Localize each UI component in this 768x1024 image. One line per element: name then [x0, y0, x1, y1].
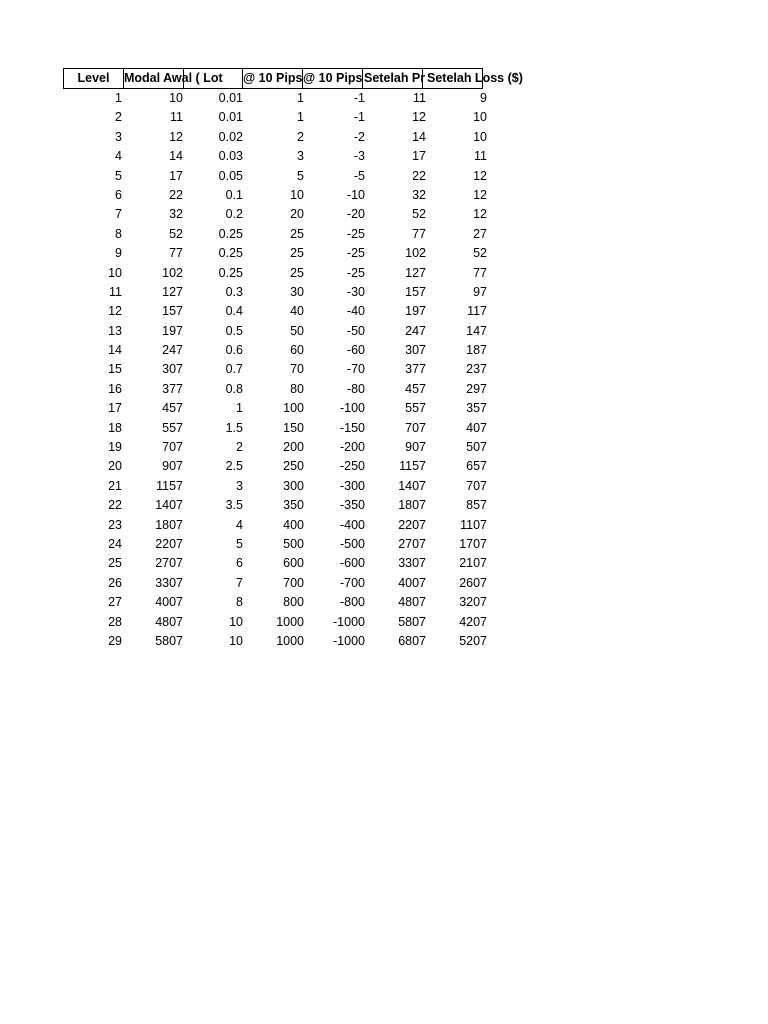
- cell-lot: 0.2: [225, 207, 243, 222]
- cell-profit-10-pips: 700: [283, 575, 304, 590]
- table-row: [63, 322, 489, 341]
- table-row: [63, 205, 489, 224]
- cell-loss-10-pips: -10: [346, 187, 365, 202]
- cell-loss-10-pips: -25: [346, 226, 365, 241]
- cell-setelah-profit: 4007: [398, 575, 426, 590]
- cell-lot: 0.7: [225, 362, 243, 377]
- cell-loss-10-pips: -20: [346, 207, 365, 222]
- cell-setelah-profit: 2707: [398, 536, 426, 551]
- table-row: [63, 147, 489, 166]
- cell-loss-10-pips: -50: [346, 323, 365, 338]
- cell-setelah-profit: 907: [405, 440, 426, 455]
- cell-level: 25: [108, 556, 122, 571]
- table-row: [63, 632, 489, 651]
- cell-modal-awal: 1407: [155, 498, 183, 513]
- cell-profit-10-pips: 3: [297, 149, 304, 164]
- cell-setelah-profit: 77: [412, 226, 426, 241]
- table-row: [63, 535, 489, 554]
- cell-level: 4: [115, 149, 122, 164]
- cell-setelah-loss: 507: [466, 440, 487, 455]
- cell-modal-awal: 52: [169, 226, 183, 241]
- cell-loss-10-pips: -150: [339, 420, 365, 435]
- cell-setelah-loss: 707: [466, 478, 487, 493]
- cell-level: 27: [108, 595, 122, 610]
- table-row: [63, 438, 489, 457]
- cell-setelah-loss: 10: [473, 129, 487, 144]
- table-row: [63, 554, 489, 573]
- cell-loss-10-pips: -350: [339, 498, 365, 513]
- cell-level: 29: [108, 633, 122, 648]
- cell-profit-10-pips: 1: [297, 91, 304, 105]
- cell-setelah-loss: 407: [466, 420, 487, 435]
- cell-setelah-loss: 12: [473, 168, 487, 183]
- header-setelah-profit: Setelah Pr: [362, 68, 423, 89]
- cell-setelah-profit: 32: [412, 187, 426, 202]
- table-row: [63, 225, 489, 244]
- cell-setelah-profit: 102: [405, 246, 426, 261]
- cell-modal-awal: 127: [162, 284, 183, 299]
- cell-loss-10-pips: -600: [339, 556, 365, 571]
- cell-setelah-loss: 1107: [460, 517, 487, 532]
- cell-setelah-profit: 157: [405, 284, 426, 299]
- cell-setelah-profit: 1407: [398, 478, 426, 493]
- table-row: [63, 167, 489, 186]
- table-row: [63, 360, 489, 379]
- cell-level: 26: [108, 575, 122, 590]
- cell-lot: 0.8: [225, 381, 243, 396]
- cell-lot: 8: [236, 595, 243, 610]
- cell-profit-10-pips: 400: [283, 517, 304, 532]
- cell-profit-10-pips: 350: [283, 498, 304, 513]
- cell-setelah-profit: 707: [405, 420, 426, 435]
- header-loss-10-pips: @ 10 Pips: [302, 68, 363, 89]
- cell-setelah-loss: 2607: [459, 575, 487, 590]
- cell-setelah-profit: 307: [405, 343, 426, 358]
- cell-lot: 0.25: [218, 265, 243, 280]
- cell-modal-awal: 247: [162, 343, 183, 358]
- cell-setelah-profit: 1807: [398, 498, 426, 513]
- table-row: [63, 496, 489, 515]
- cell-modal-awal: 557: [162, 420, 183, 435]
- cell-modal-awal: 5807: [155, 633, 183, 648]
- cell-setelah-loss: 237: [466, 362, 487, 377]
- cell-setelah-profit: 5807: [398, 614, 426, 629]
- header-lot: Lot: [183, 68, 243, 89]
- cell-modal-awal: 22: [169, 187, 183, 202]
- cell-profit-10-pips: 2: [297, 129, 304, 144]
- cell-level: 19: [108, 440, 122, 455]
- cell-level: 9: [115, 246, 122, 261]
- cell-setelah-loss: 117: [467, 304, 487, 319]
- cell-lot: 2: [236, 440, 243, 455]
- cell-loss-10-pips: -700: [339, 575, 365, 590]
- cell-profit-10-pips: 250: [283, 459, 304, 474]
- table-row: [63, 89, 489, 108]
- cell-loss-10-pips: -3: [353, 149, 365, 164]
- cell-setelah-loss: 187: [466, 343, 487, 358]
- cell-modal-awal: 4007: [155, 595, 183, 610]
- cell-setelah-loss: 77: [473, 265, 487, 280]
- cell-modal-awal: 102: [162, 265, 183, 280]
- cell-lot: 0.01: [218, 91, 243, 105]
- cell-modal-awal: 77: [169, 246, 183, 261]
- cell-modal-awal: 457: [162, 401, 183, 416]
- cell-loss-10-pips: -250: [339, 459, 365, 474]
- cell-lot: 0.01: [218, 110, 243, 125]
- cell-setelah-profit: 11: [413, 91, 426, 105]
- cell-setelah-loss: 357: [466, 401, 487, 416]
- cell-profit-10-pips: 1000: [276, 633, 304, 648]
- cell-lot: 10: [229, 614, 243, 629]
- cell-loss-10-pips: -1: [353, 110, 365, 125]
- cell-lot: 1: [236, 401, 243, 416]
- cell-setelah-loss: 10: [473, 110, 487, 125]
- cell-profit-10-pips: 20: [290, 207, 304, 222]
- cell-lot: 4: [236, 517, 243, 532]
- cell-level: 13: [108, 323, 122, 338]
- cell-setelah-profit: 17: [412, 149, 426, 164]
- cell-setelah-loss: 147: [466, 323, 487, 338]
- cell-modal-awal: 14: [169, 149, 183, 164]
- cell-level: 7: [115, 207, 122, 222]
- cell-setelah-loss: 11: [474, 149, 487, 164]
- cell-level: 6: [115, 187, 122, 202]
- cell-modal-awal: 11: [170, 110, 183, 125]
- header-setelah-loss: Setelah Loss ($): [422, 68, 483, 89]
- cell-level: 15: [108, 362, 122, 377]
- cell-loss-10-pips: -1: [353, 91, 365, 105]
- table-row: [63, 264, 489, 283]
- cell-level: 1: [115, 91, 122, 105]
- table-row: [63, 341, 489, 360]
- cell-level: 17: [108, 401, 122, 416]
- table-row: [63, 186, 489, 205]
- cell-level: 20: [108, 459, 122, 474]
- cell-loss-10-pips: -800: [339, 595, 365, 610]
- cell-setelah-loss: 97: [473, 284, 487, 299]
- cell-modal-awal: 12: [169, 129, 183, 144]
- cell-lot: 10: [229, 633, 243, 648]
- cell-level: 11: [109, 284, 122, 299]
- cell-level: 18: [108, 420, 122, 435]
- table-row: [63, 613, 489, 632]
- cell-modal-awal: 2707: [155, 556, 183, 571]
- table-row: [63, 302, 489, 321]
- table-row: [63, 516, 489, 535]
- cell-lot: 5: [236, 536, 243, 551]
- cell-modal-awal: 907: [162, 459, 183, 474]
- table-row: [63, 419, 489, 438]
- cell-lot: 0.3: [225, 284, 243, 299]
- cell-loss-10-pips: -60: [346, 343, 365, 358]
- table-row: [63, 108, 489, 127]
- cell-setelah-loss: 27: [473, 226, 487, 241]
- table-row: [63, 574, 489, 593]
- cell-modal-awal: 197: [162, 323, 183, 338]
- cell-lot: 0.03: [218, 149, 243, 164]
- cell-setelah-profit: 52: [412, 207, 426, 222]
- cell-profit-10-pips: 25: [290, 246, 304, 261]
- cell-profit-10-pips: 70: [290, 362, 304, 377]
- cell-modal-awal: 3307: [155, 575, 183, 590]
- cell-lot: 6: [236, 556, 243, 571]
- table-header-row: [63, 68, 523, 89]
- cell-setelah-loss: 4207: [459, 614, 487, 629]
- header-modal-awal: Modal Awal (: [123, 68, 184, 89]
- cell-level: 8: [115, 226, 122, 241]
- spreadsheet-table: [63, 68, 523, 651]
- table-row: [63, 380, 489, 399]
- cell-setelah-profit: 2207: [398, 517, 426, 532]
- cell-modal-awal: 2207: [155, 536, 183, 551]
- cell-profit-10-pips: 600: [283, 556, 304, 571]
- cell-profit-10-pips: 1: [297, 110, 304, 125]
- cell-setelah-loss: 3207: [459, 595, 487, 610]
- cell-setelah-profit: 457: [405, 381, 426, 396]
- cell-level: 2: [115, 110, 122, 125]
- cell-level: 5: [115, 168, 122, 183]
- cell-lot: 1.5: [225, 420, 243, 435]
- cell-lot: 0.1: [225, 187, 243, 202]
- table-body: [63, 89, 489, 651]
- table-row: [63, 128, 489, 147]
- cell-level: 23: [108, 517, 122, 532]
- cell-setelah-loss: 1707: [459, 536, 487, 551]
- cell-profit-10-pips: 5: [297, 168, 304, 183]
- cell-loss-10-pips: -2: [353, 129, 365, 144]
- cell-level: 28: [108, 614, 122, 629]
- cell-profit-10-pips: 60: [290, 343, 304, 358]
- cell-modal-awal: 1807: [155, 517, 183, 532]
- cell-setelah-profit: 14: [412, 129, 426, 144]
- cell-profit-10-pips: 30: [290, 284, 304, 299]
- cell-setelah-profit: 6807: [398, 633, 426, 648]
- cell-loss-10-pips: -40: [346, 304, 365, 319]
- cell-setelah-profit: 197: [405, 304, 426, 319]
- cell-lot: 0.4: [225, 304, 243, 319]
- cell-modal-awal: 377: [162, 381, 183, 396]
- cell-lot: 3.5: [225, 498, 243, 513]
- table-row: [63, 593, 489, 612]
- cell-level: 12: [108, 304, 122, 319]
- cell-setelah-loss: 12: [473, 187, 487, 202]
- cell-lot: 0.25: [218, 246, 243, 261]
- cell-level: 22: [108, 498, 122, 513]
- cell-loss-10-pips: -5: [353, 168, 365, 183]
- cell-profit-10-pips: 10: [290, 187, 304, 202]
- table-row: [63, 477, 489, 496]
- cell-profit-10-pips: 500: [283, 536, 304, 551]
- cell-profit-10-pips: 300: [283, 478, 304, 493]
- cell-setelah-loss: 857: [466, 498, 487, 513]
- cell-loss-10-pips: -1000: [333, 633, 365, 648]
- cell-level: 21: [108, 478, 122, 493]
- cell-lot: 3: [236, 478, 243, 493]
- header-profit-10-pips: @ 10 Pips: [242, 68, 303, 89]
- cell-modal-awal: 17: [169, 168, 183, 183]
- cell-modal-awal: 32: [169, 207, 183, 222]
- table-row: [63, 244, 489, 263]
- cell-setelah-profit: 247: [405, 323, 426, 338]
- cell-profit-10-pips: 40: [290, 304, 304, 319]
- cell-setelah-profit: 3307: [398, 556, 426, 571]
- cell-profit-10-pips: 50: [290, 323, 304, 338]
- cell-level: 10: [108, 265, 122, 280]
- cell-setelah-profit: 1157: [399, 459, 426, 474]
- cell-loss-10-pips: -70: [346, 362, 365, 377]
- cell-modal-awal: 707: [162, 440, 183, 455]
- cell-lot: 0.05: [218, 168, 243, 183]
- cell-setelah-profit: 557: [405, 401, 426, 416]
- cell-profit-10-pips: 150: [283, 420, 304, 435]
- cell-setelah-profit: 4807: [398, 595, 426, 610]
- cell-modal-awal: 4807: [155, 614, 183, 629]
- cell-setelah-loss: 657: [466, 459, 487, 474]
- cell-lot: 2.5: [225, 459, 243, 474]
- cell-profit-10-pips: 25: [290, 265, 304, 280]
- cell-setelah-profit: 12: [412, 110, 426, 125]
- cell-level: 16: [108, 381, 122, 396]
- cell-setelah-loss: 12: [473, 207, 487, 222]
- cell-profit-10-pips: 25: [290, 226, 304, 241]
- cell-profit-10-pips: 80: [290, 381, 304, 396]
- cell-modal-awal: 307: [162, 362, 183, 377]
- cell-setelah-profit: 377: [405, 362, 426, 377]
- cell-lot: 0.25: [218, 226, 243, 241]
- cell-profit-10-pips: 200: [283, 440, 304, 455]
- cell-setelah-profit: 22: [412, 168, 426, 183]
- cell-level: 24: [108, 536, 122, 551]
- cell-level: 3: [115, 129, 122, 144]
- table-row: [63, 457, 489, 476]
- cell-setelah-profit: 127: [405, 265, 426, 280]
- cell-loss-10-pips: -30: [346, 284, 365, 299]
- cell-lot: 0.5: [225, 323, 243, 338]
- cell-modal-awal: 157: [162, 304, 183, 319]
- cell-lot: 7: [236, 575, 243, 590]
- cell-profit-10-pips: 1000: [276, 614, 304, 629]
- cell-loss-10-pips: -400: [339, 517, 365, 532]
- cell-modal-awal: 10: [169, 91, 183, 105]
- cell-loss-10-pips: -500: [339, 536, 365, 551]
- header-level: Level: [63, 68, 124, 89]
- cell-loss-10-pips: -1000: [333, 614, 365, 629]
- cell-lot: 0.02: [218, 129, 243, 144]
- cell-modal-awal: 1157: [156, 478, 183, 493]
- cell-setelah-loss: 52: [473, 246, 487, 261]
- cell-loss-10-pips: -25: [346, 246, 365, 261]
- cell-setelah-loss: 297: [466, 381, 487, 396]
- cell-setelah-loss: 5207: [459, 633, 487, 648]
- cell-profit-10-pips: 100: [283, 401, 304, 416]
- cell-loss-10-pips: -200: [339, 440, 365, 455]
- cell-setelah-loss: 9: [480, 91, 487, 105]
- cell-loss-10-pips: -300: [339, 478, 365, 493]
- cell-lot: 0.6: [225, 343, 243, 358]
- cell-loss-10-pips: -80: [346, 381, 365, 396]
- table-row: [63, 399, 489, 418]
- cell-loss-10-pips: -100: [339, 401, 365, 416]
- cell-loss-10-pips: -25: [346, 265, 365, 280]
- cell-level: 14: [108, 343, 122, 358]
- cell-profit-10-pips: 800: [283, 595, 304, 610]
- cell-setelah-loss: 2107: [459, 556, 487, 571]
- table-row: [63, 283, 489, 302]
